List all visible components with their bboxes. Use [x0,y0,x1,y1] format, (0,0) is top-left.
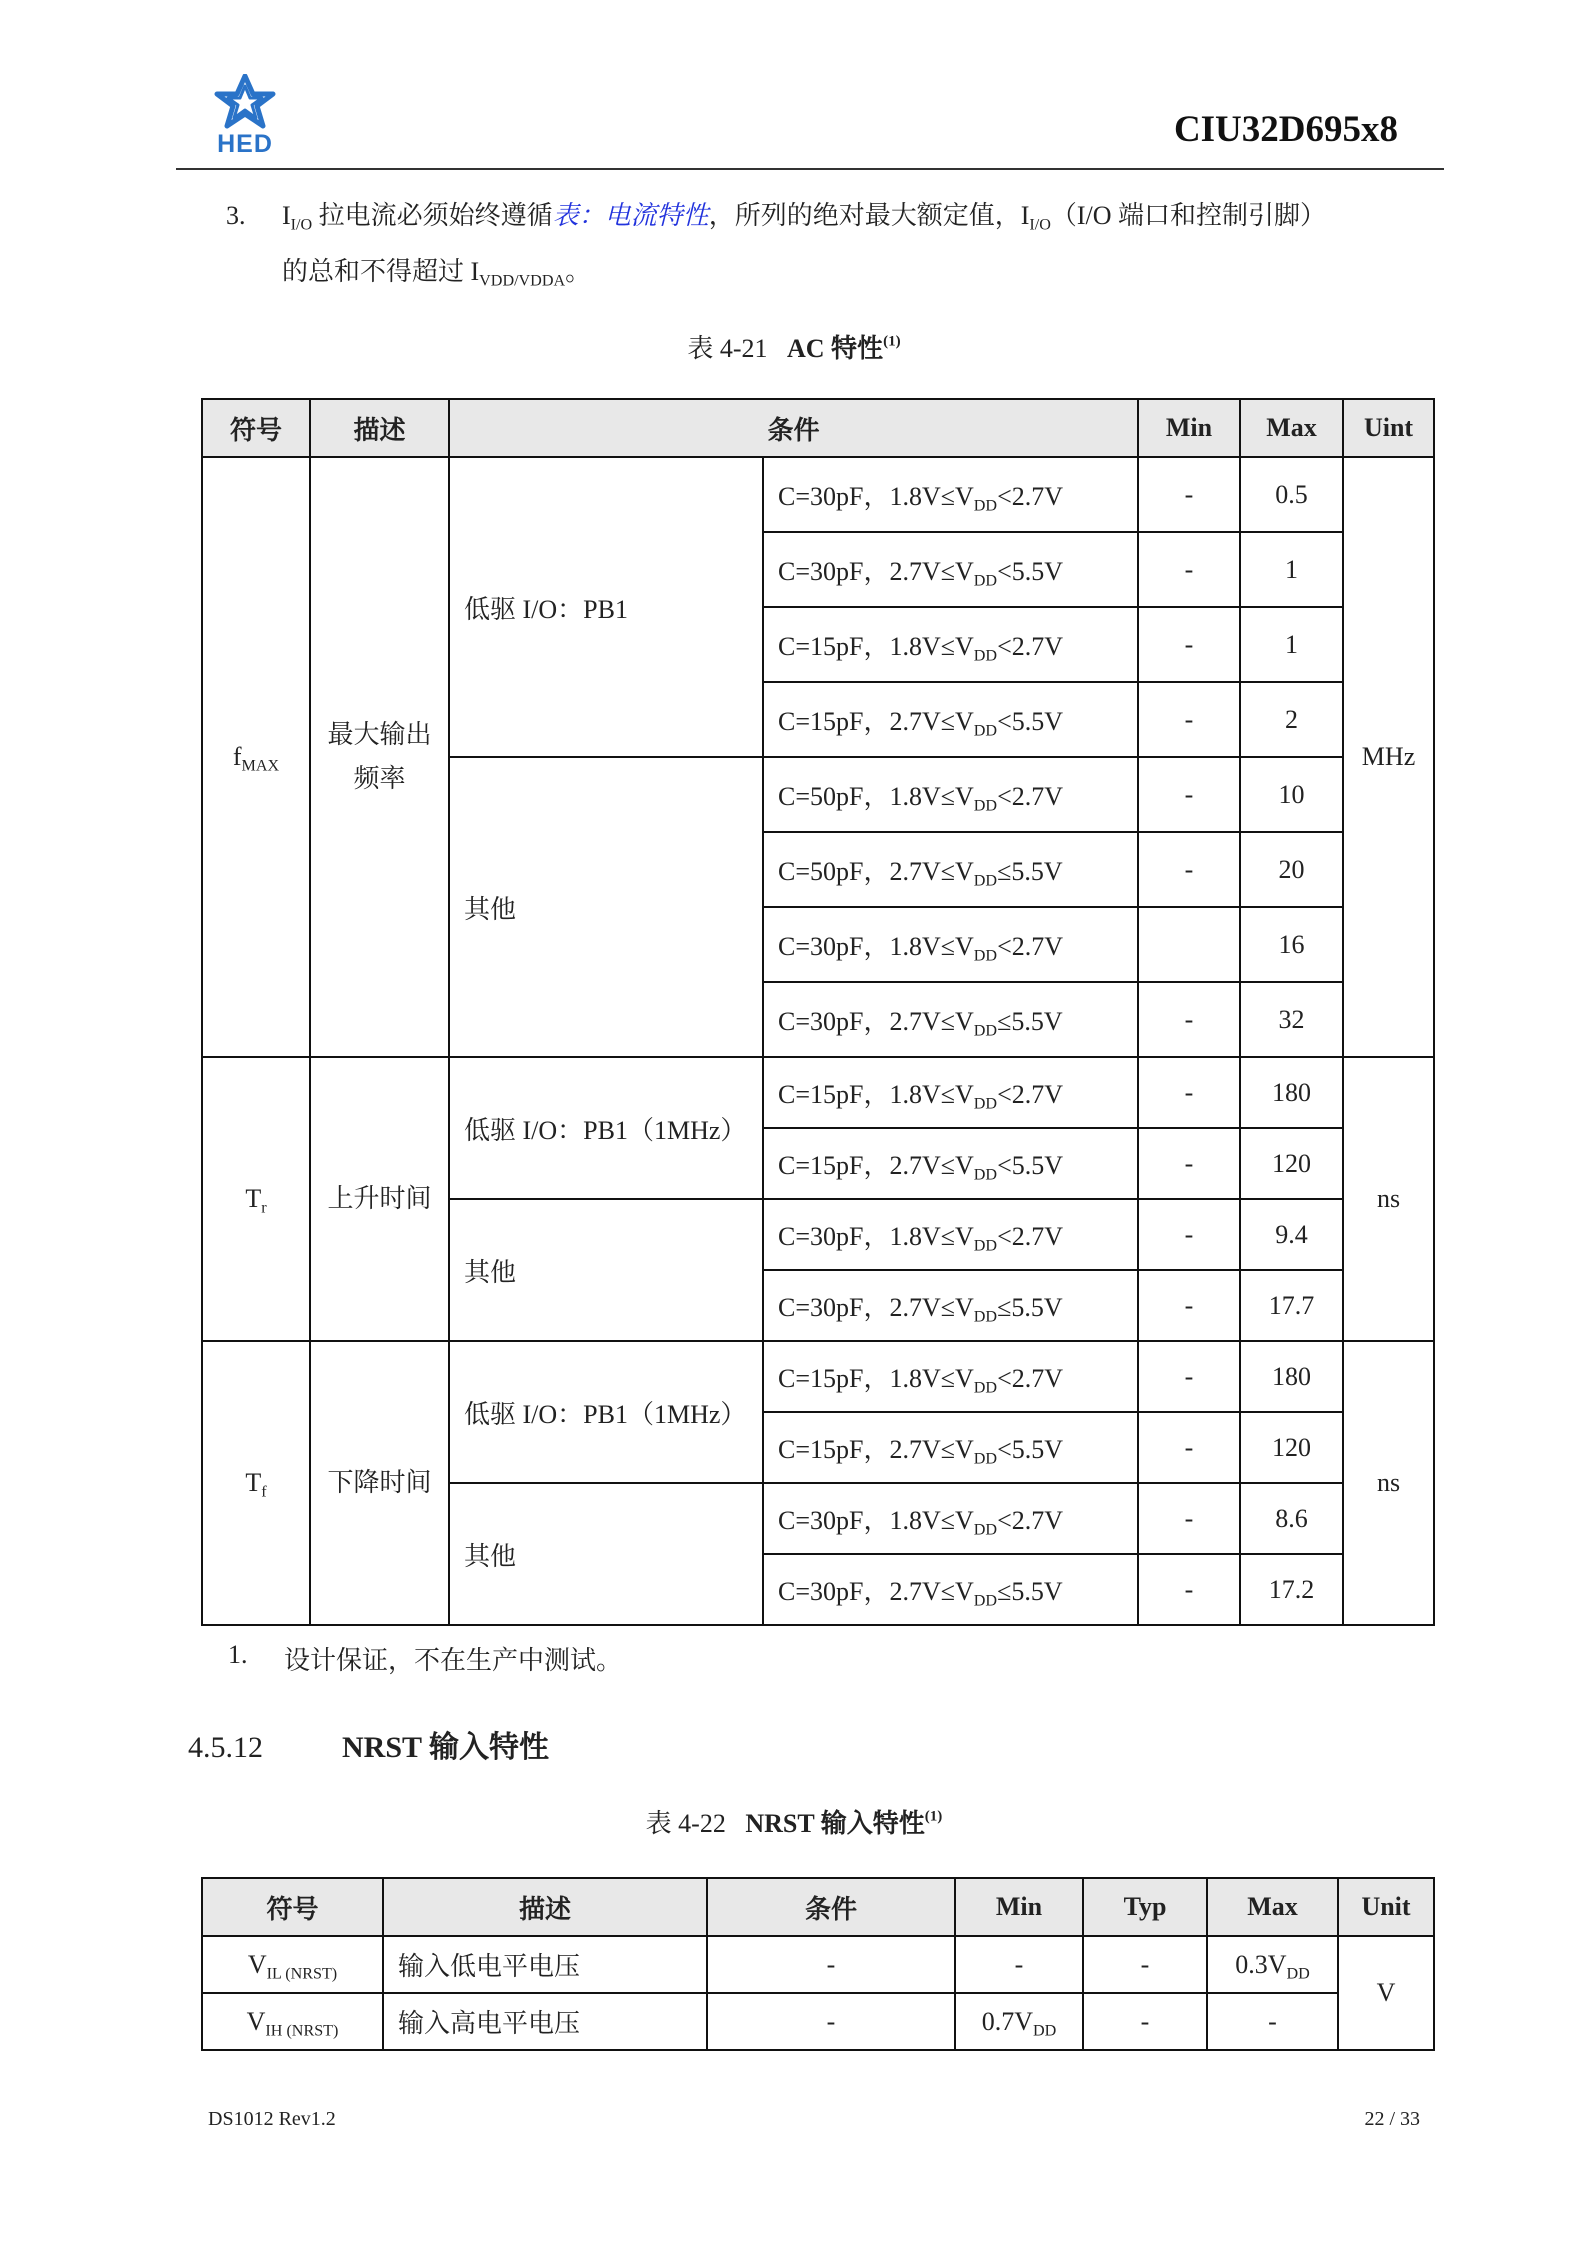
ac-characteristics-table [201,398,1435,1626]
logo-text: HED [217,130,273,158]
condition-group-cell: 其他 [449,1483,763,1625]
unit-cell: ns [1343,1341,1434,1625]
max-cell: 1 [1240,607,1343,682]
note-line-2: 的总和不得超过 $I_{VDD/VDDA}$。 [282,257,592,290]
description-cell: 输入低电平电压 [383,1936,707,1993]
min-cell: - [1138,832,1240,907]
note-number: 3. [226,201,246,230]
header-symbol: 符号 [202,399,310,457]
condition-group-cell: 其他 [449,1199,763,1341]
section-number: 4.5.12 [188,1731,263,1764]
current-characteristics-link[interactable]: 表：电流特性 [552,201,709,230]
max-cell: 32 [1240,982,1343,1057]
min-cell: - [1138,757,1240,832]
min-cell: - [1138,682,1240,757]
condition-cell: C=30pF，$2.7V\le V_{DD}\le 5.5V$ [763,1270,1138,1341]
unit-cell: ns [1343,1057,1434,1341]
condition-cell: C=15pF，$2.7V\le V_{DD}<5.5V$ [763,1412,1138,1483]
max-cell: 10 [1240,757,1343,832]
table-caption-ac: 表 4-21 AC 特性$^{(1)}$ [687,333,901,363]
note-text-c: （I/O 端口和控制引脚） [1050,201,1327,230]
header-unit: Unit [1338,1878,1434,1936]
min-cell: - [1138,1554,1240,1625]
symbol-cell: $V_{IL (NRST)}$ [202,1936,383,1993]
note-text-a: 拉电流必须始终遵循 [312,201,553,230]
header-typ: Typ [1083,1878,1207,1936]
header-min: Min [955,1878,1083,1936]
min-cell: $0.7V_{DD}$ [955,1993,1083,2050]
condition-cell: C=30pF，$2.7V\le V_{DD}\le 5.5V$ [763,1554,1138,1625]
max-cell: 17.7 [1240,1270,1343,1341]
min-cell: - [1138,1341,1240,1412]
max-cell: 1 [1240,532,1343,607]
min-cell: - [1138,607,1240,682]
min-cell: - [1138,1483,1240,1554]
condition-cell: C=30pF，$1.8V\le V_{DD}<2.7V$ [763,907,1138,982]
header-min: Min [1138,399,1240,457]
footer-doc-id: DS1012 Rev1.2 [208,2108,336,2130]
typ-cell: - [1083,1993,1207,2050]
document-title: CIU32D695x8 [1173,109,1398,150]
description-cell: 最大输出频率 [310,457,449,1057]
max-cell: 0.5 [1240,457,1343,532]
condition-cell: C=50pF，$1.8V\le V_{DD}<2.7V$ [763,757,1138,832]
section-title: NRST 输入特性 [342,1731,549,1764]
header-unit: Uint [1343,399,1434,457]
table-row [202,1341,1434,1412]
min-cell: - [1138,1412,1240,1483]
max-cell: 8.6 [1240,1483,1343,1554]
description-cell: 下降时间 [310,1341,449,1625]
condition-group-cell: 低驱 I/O：PB1 [449,457,763,757]
max-cell: - [1207,1993,1338,2050]
note-line-1 [282,188,1326,244]
table-row [202,457,1434,532]
table-row [202,1993,1434,2050]
table-header-row [202,399,1434,457]
condition-cell: C=30pF，$1.8V\le V_{DD}<2.7V$ [763,1483,1138,1554]
min-cell: - [1138,532,1240,607]
header-max: Max [1207,1878,1338,1936]
typ-cell: - [1083,1936,1207,1993]
max-cell: 17.2 [1240,1554,1343,1625]
min-cell: - [1138,1270,1240,1341]
header-description: 描述 [383,1878,707,1936]
condition-group-cell: 其他 [449,757,763,1057]
condition-cell: - [707,1936,955,1993]
current-symbol-2: $I_{I/O}$ [1020,201,1051,234]
min-cell: - [1138,982,1240,1057]
header-max: Max [1240,399,1343,457]
table-header-row [202,1878,1434,1936]
max-cell: 9.4 [1240,1199,1343,1270]
condition-cell: C=15pF，$1.8V\le V_{DD}<2.7V$ [763,1057,1138,1128]
max-cell: 120 [1240,1412,1343,1483]
table-row [202,1936,1434,1993]
condition-cell: - [707,1993,955,2050]
condition-group-cell: 低驱 I/O：PB1（1MHz） [449,1057,763,1199]
unit-cell: V [1338,1936,1434,2050]
symbol-cell: $V_{IH (NRST)}$ [202,1993,383,2050]
company-logo [205,74,285,158]
header-description: 描述 [310,399,449,457]
header-condition: 条件 [707,1878,955,1936]
symbol-cell: $T_f$ [202,1341,310,1625]
min-cell: - [1138,1128,1240,1199]
nrst-characteristics-table [201,1877,1435,2051]
star-logo-icon [205,74,285,134]
symbol-cell: $T_r$ [202,1057,310,1341]
min-cell: - [1138,1057,1240,1128]
min-cell [1138,907,1240,982]
table-row [202,1057,1434,1128]
condition-group-cell: 低驱 I/O：PB1（1MHz） [449,1341,763,1483]
condition-cell: C=15pF，$2.7V\le V_{DD}<5.5V$ [763,682,1138,757]
condition-cell: C=30pF，$1.8V\le V_{DD}<2.7V$ [763,457,1138,532]
max-cell: 20 [1240,832,1343,907]
description-cell: 输入高电平电压 [383,1993,707,2050]
note-text-b: ，所列的绝对最大额定值， [708,201,1021,230]
min-cell: - [955,1936,1083,1993]
current-symbol: $I_{I/O}$ [282,201,313,234]
header-symbol: 符号 [202,1878,383,1936]
header-divider [176,168,1444,170]
unit-cell: MHz [1343,457,1434,1057]
max-cell: 180 [1240,1341,1343,1412]
description-cell: 上升时间 [310,1057,449,1341]
max-cell: 16 [1240,907,1343,982]
condition-cell: C=15pF，$2.7V\le V_{DD}<5.5V$ [763,1128,1138,1199]
min-cell: - [1138,457,1240,532]
table-caption-nrst: 表 4-22 NRST 输入特性$^{(1)}$ [645,1808,943,1838]
max-cell: $0.3V_{DD}$ [1207,1936,1338,1993]
max-cell: 180 [1240,1057,1343,1128]
min-cell: - [1138,1199,1240,1270]
condition-cell: C=15pF，$1.8V\le V_{DD}<2.7V$ [763,607,1138,682]
header-condition: 条件 [449,399,1138,457]
condition-cell: C=50pF，$2.7V\le V_{DD}\le 5.5V$ [763,832,1138,907]
symbol-cell: $f_{MAX}$ [202,457,310,1057]
max-cell: 120 [1240,1128,1343,1199]
condition-cell: C=30pF，$2.7V\le V_{DD}\le 5.5V$ [763,982,1138,1057]
footer-page-number: 22 / 33 [1364,2108,1420,2130]
condition-cell: C=30pF，$1.8V\le V_{DD}<2.7V$ [763,1199,1138,1270]
condition-cell: C=15pF，$1.8V\le V_{DD}<2.7V$ [763,1341,1138,1412]
condition-cell: C=30pF，$2.7V\le V_{DD}<5.5V$ [763,532,1138,607]
section-heading [188,1722,549,1766]
max-cell: 2 [1240,682,1343,757]
